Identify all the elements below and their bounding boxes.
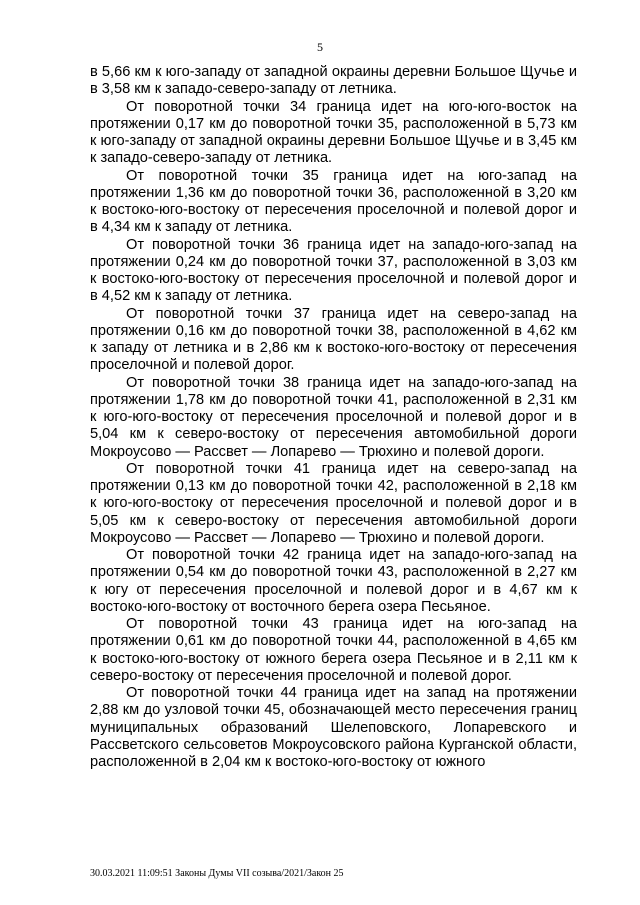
paragraph: От поворотной точки 35 граница идет на юго-запад на протяжении 1,36 км до поворотной точки 36, расположенной в 3,20 км к востоко-юго-востоку от пересечения проселочной и полевой дорог и в 4,34 км к западу от летника. <box>90 167 577 236</box>
document-footer: 30.03.2021 11:09:51 Законы Думы VII созыва/2021/Закон 25 <box>90 868 344 879</box>
paragraph: От поворотной точки 34 граница идет на юго-юго-восток на протяжении 0,17 км до поворотной точки 35, расположенной в 5,73 км к юго-западу от западной окраины деревни Большое Щучье и в 3,45 км к западо-северо-западу от летника. <box>90 98 577 167</box>
paragraph: От поворотной точки 36 граница идет на западо-юго-запад на протяжении 0,24 км до поворотной точки 37, расположенной в 3,03 км к востоко-юго-востоку от пересечения проселочной и полевой дорог и в 4,52 км к западу от летника. <box>90 236 577 305</box>
paragraph: От поворотной точки 43 граница идет на юго-запад на протяжении 0,61 км до поворотной точки 44, расположенной в 4,65 км к востоко-юго-востоку от южного берега озера Песьяное и в 2,11 км к северо-востоку от пересечения проселочной и полевой дорог. <box>90 616 577 684</box>
paragraph: От поворотной точки 42 граница идет на западо-юго-запад на протяжении 0,54 км до поворотной точки 43, расположенной в 2,27 км к югу от пересечения проселочной и полевой дорог и в 4,67 км к востоко-юго-востоку от восточного берега озера Песьяное. <box>90 547 577 615</box>
paragraph: От поворотной точки 41 граница идет на северо-запад на протяжении 0,13 км до поворотной точки 42, расположенной в 2,18 км к юго-юго-востоку от пересечения проселочной и полевой дорог и в 5,05 км к северо-востоку от пересечения автомобильной дороги Мокроусово — Рассвет — Лопарево — Трюхино и полевой дороги. <box>90 460 577 546</box>
page-number: 5 <box>317 40 323 54</box>
paragraph: От поворотной точки 44 граница идет на запад на протяжении 2,88 км до узловой точки 45, обозначающей место пересечения границ муниципальных образований Шелеповского, Лопаревского и Рассветского сельсоветов Мокроусовского района Курганской области, расположенной в 2,04 км к востоко-юго-востоку от южного <box>90 685 577 770</box>
paragraph: в 5,66 км к юго-западу от западной окраины деревни Большое Щучье и в 3,58 км к западо-северо-западу от летника. <box>90 64 577 98</box>
document-body <box>90 64 577 771</box>
paragraph: От поворотной точки 37 граница идет на северо-запад на протяжении 0,16 км до поворотной точки 38, расположенной в 4,62 км к западу от летника и в 2,86 км к востоко-юго-востоку от пересечения проселочной и полевой дорог. <box>90 305 577 374</box>
paragraph: От поворотной точки 38 граница идет на западо-юго-запад на протяжении 1,78 км до поворотной точки 41, расположенной в 2,31 км к юго-юго-востоку от пересечения проселочной и полевой дорог и в 5,04 км к северо-востоку от пересечения автомобильной дороги Мокроусово — Рассвет — Лопарево — Трюхино и полевой дороги. <box>90 374 577 460</box>
